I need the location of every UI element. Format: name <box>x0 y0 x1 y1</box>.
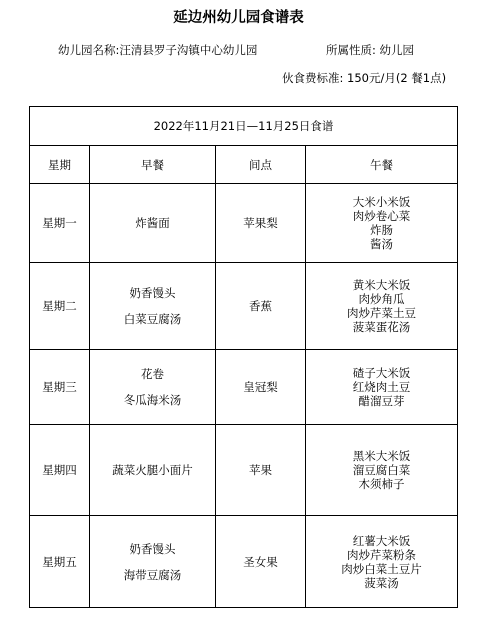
kindergarten-nature: 所属性质: 幼儿园 <box>326 43 415 57</box>
lunch-item: 肉炒卷心菜 <box>352 209 411 223</box>
lunch-item: 肉炒芹菜土豆 <box>347 306 416 320</box>
breakfast-cell <box>90 350 216 425</box>
breakfast-item: 冬瓜海米汤 <box>123 393 182 407</box>
breakfast-item: 海带豆腐汤 <box>123 567 182 582</box>
breakfast-item: 花卷 <box>141 367 164 381</box>
lunch-item: 肉炒角瓜 <box>358 292 405 306</box>
day-cell: 星期五 <box>30 516 90 608</box>
header-lunch: 午餐 <box>306 146 458 184</box>
lunch-item: 酱汤 <box>370 237 393 251</box>
day-cell: 星期二 <box>30 263 90 350</box>
table-row <box>30 516 458 608</box>
lunch-item: 碴子大米饭 <box>352 366 411 380</box>
meal-fee-standard: 伙食费标准: 150元/月(2 餐1点) <box>282 71 447 85</box>
snack-cell: 皇冠梨 <box>216 350 306 425</box>
snack-cell: 香蕉 <box>216 263 306 350</box>
breakfast-item: 奶香馒头 <box>129 541 176 556</box>
day-cell: 星期一 <box>30 184 90 263</box>
table-header-row <box>30 146 458 184</box>
lunch-item: 红薯大米饭 <box>352 533 411 548</box>
lunch-item: 醋溜豆芽 <box>358 394 405 408</box>
lunch-item: 大米小米饭 <box>352 195 411 209</box>
lunch-item: 木须柿子 <box>358 477 405 491</box>
snack-cell: 圣女果 <box>216 516 306 608</box>
snack-cell: 苹果 <box>216 425 306 516</box>
header-breakfast: 早餐 <box>90 146 216 184</box>
lunch-item: 溜豆腐白菜 <box>352 463 411 477</box>
lunch-item: 肉炒白菜土豆片 <box>341 561 422 576</box>
lunch-item: 炸肠 <box>370 223 393 237</box>
date-range: 2022年11月21日—11月25日食谱 <box>30 107 458 146</box>
breakfast-item: 白菜豆腐汤 <box>123 312 182 326</box>
breakfast-cell <box>90 516 216 608</box>
header-snack: 间点 <box>216 146 306 184</box>
lunch-cell <box>306 184 458 263</box>
breakfast-cell <box>90 263 216 350</box>
lunch-cell <box>306 516 458 608</box>
table-row <box>30 263 458 350</box>
lunch-cell <box>306 263 458 350</box>
page-title: 延边州幼儿园食谱表 <box>173 10 304 26</box>
snack-cell: 苹果梨 <box>216 184 306 263</box>
lunch-item: 红烧肉土豆 <box>352 380 411 394</box>
breakfast-item: 蔬菜火腿小面片 <box>112 463 193 477</box>
table-row <box>30 184 458 263</box>
menu-table <box>29 106 458 608</box>
breakfast-item: 奶香馒头 <box>129 286 176 300</box>
breakfast-item: 炸酱面 <box>135 216 170 230</box>
breakfast-cell <box>90 425 216 516</box>
lunch-cell <box>306 425 458 516</box>
day-cell: 星期四 <box>30 425 90 516</box>
table-row <box>30 425 458 516</box>
kindergarten-name: 幼儿园名称:汪清县罗子沟镇中心幼儿园 <box>58 43 258 57</box>
lunch-item: 黑米大米饭 <box>352 449 411 463</box>
lunch-item: 黄米大米饭 <box>352 278 411 292</box>
lunch-item: 肉炒芹菜粉条 <box>347 547 416 562</box>
day-cell: 星期三 <box>30 350 90 425</box>
header-day: 星期 <box>30 146 90 184</box>
table-row <box>30 350 458 425</box>
lunch-item: 菠菜蛋花汤 <box>352 320 411 334</box>
lunch-item: 菠菜汤 <box>364 575 399 590</box>
breakfast-cell <box>90 184 216 263</box>
lunch-cell <box>306 350 458 425</box>
